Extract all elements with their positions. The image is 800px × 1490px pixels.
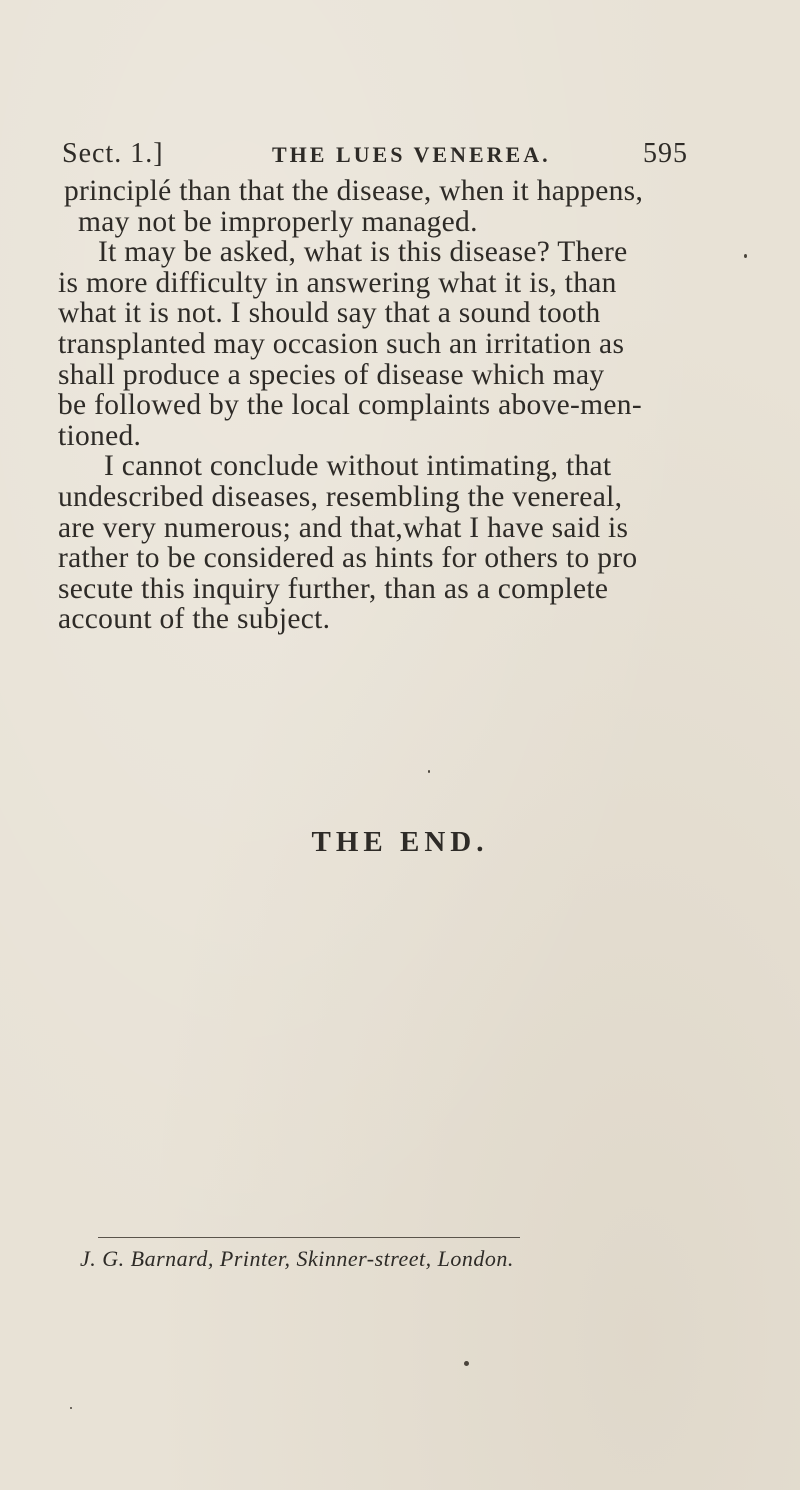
section-marker: Sect. 1.]: [62, 138, 164, 169]
text-line: is more difficulty in answering what it is, than: [58, 266, 617, 299]
paper-speck: [428, 770, 430, 773]
printer-imprint: J. G. Barnard, Printer, Skinner-street, London.: [80, 1246, 514, 1271]
paper-speck: [744, 254, 747, 258]
text-line: shall produce a species of disease which may: [58, 358, 605, 391]
page-number: 595: [643, 138, 688, 169]
text-line: tioned.: [58, 419, 142, 452]
paper-speck: [70, 1407, 72, 1409]
text-line: undescribed diseases, resembling the venereal,: [58, 480, 623, 513]
text-line: what it is not. I should say that a sound tooth: [58, 297, 601, 330]
text-line: It may be asked, what is this disease? There: [98, 236, 628, 269]
text-line: may not be improperly managed.: [78, 205, 478, 238]
text-line: rather to be considered as hints for others to pro: [58, 542, 638, 575]
text-line: be followed by the local complaints above-men-: [58, 389, 642, 422]
running-title: THE LUES VENEREA.: [272, 142, 551, 167]
text-line: are very numerous; and that,what I have said is: [58, 511, 629, 544]
text-line: I cannot conclude without intimating, that: [104, 450, 612, 483]
text-line: principlé than that the disease, when it happens,: [64, 175, 644, 207]
text-line: secute this inquiry further, than as a complete: [58, 572, 609, 605]
paper-speck: [464, 1361, 469, 1366]
body-text: [58, 176, 706, 635]
end-mark: THE END.: [311, 826, 489, 858]
text-line: account of the subject.: [58, 603, 331, 636]
text-line: transplanted may occasion such an irritation as: [58, 327, 625, 360]
running-head: [62, 138, 688, 178]
imprint-rule: [98, 1237, 520, 1238]
